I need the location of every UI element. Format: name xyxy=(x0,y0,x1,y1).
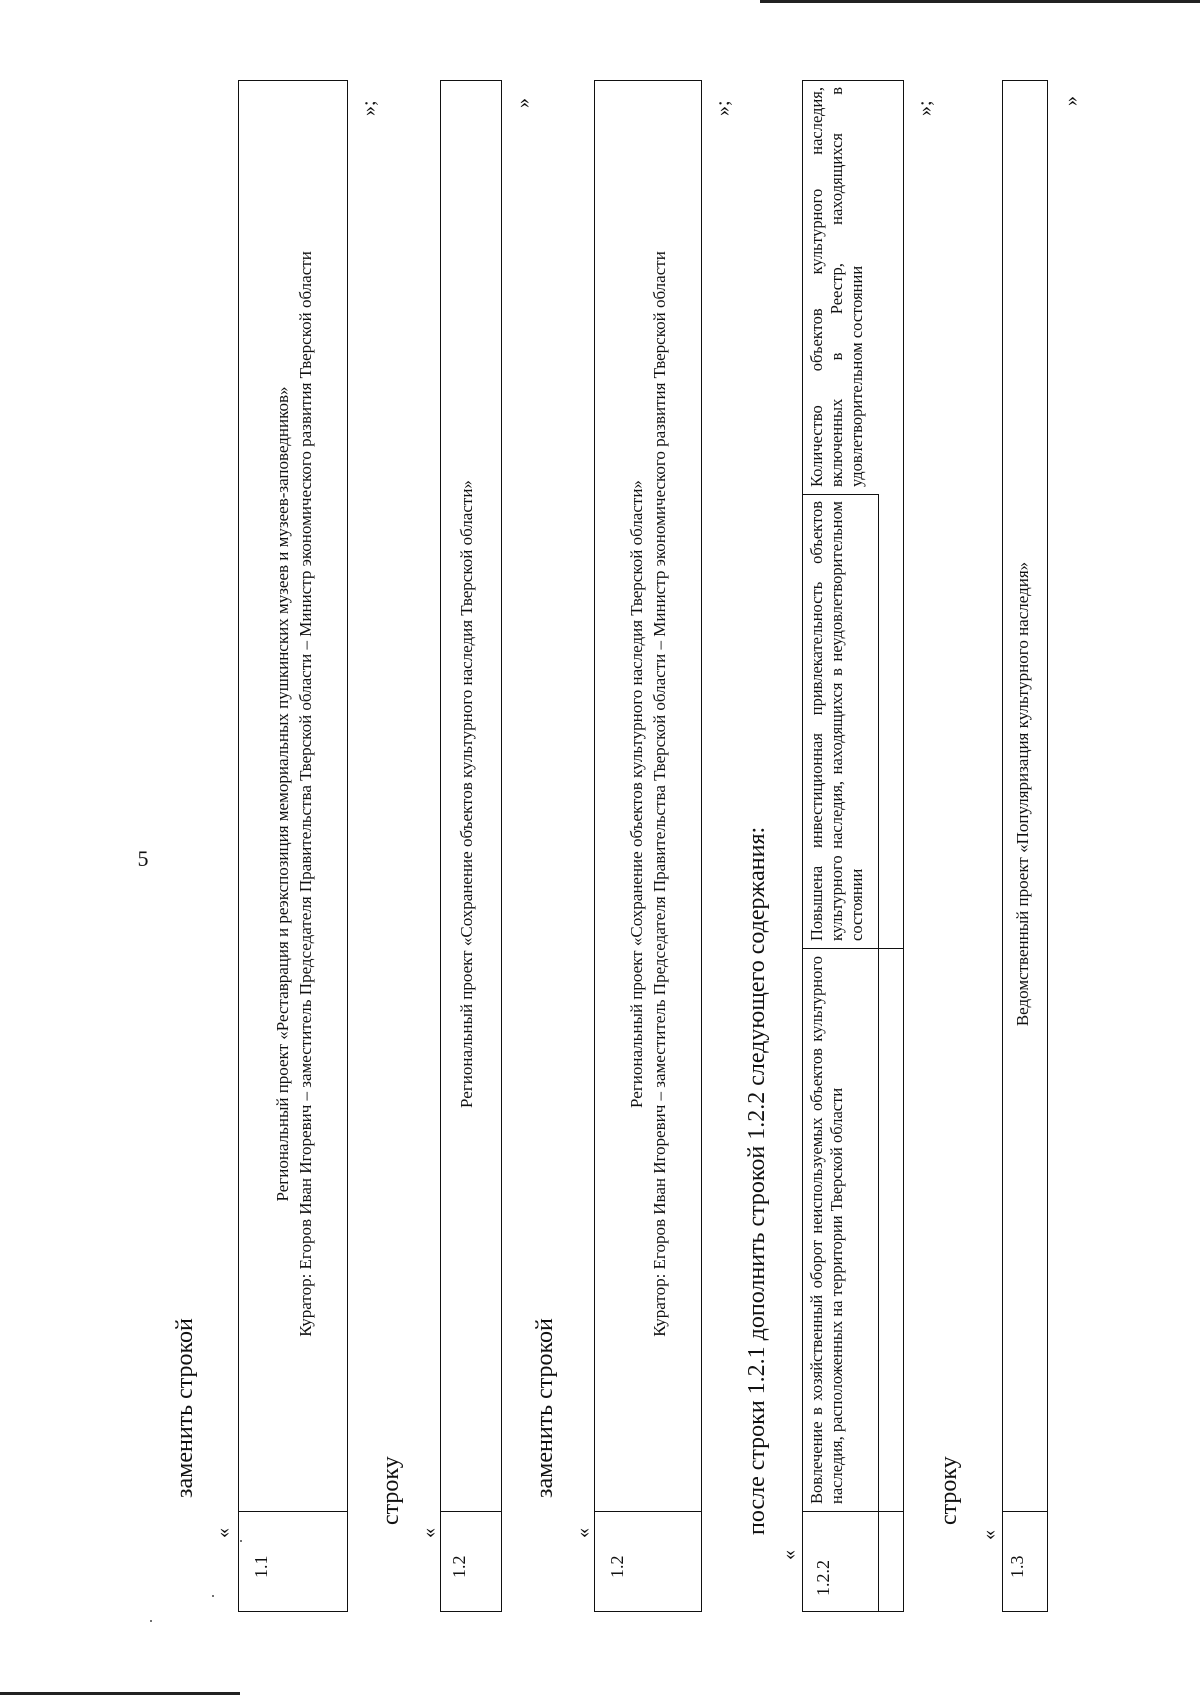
row-number: 1.2 xyxy=(607,1555,627,1578)
instruction-insert: после строки 1.2.1 дополнить строкой 1.2.2 следующего содержания: xyxy=(744,826,770,1535)
row-number: 1.2.2 xyxy=(813,1560,833,1596)
row-col3-text: Количество объектов культурного наследия, включенных в Реестр, находящихся в удовлетворительном состоянии xyxy=(807,87,866,487)
row-title: Региональный проект «Сохранение объектов культурного наследия Тверской области» xyxy=(457,480,476,1108)
row-title: Региональный проект «Реставрация и реэкспозиция мемориальных пушкинских музеев и музеев-заповедников» Куратор: Егоров Иван Игоревич – заместитель Председателя Правительства Тверской области – Министр экономического развития Тверской области xyxy=(273,251,315,1337)
open-quote: « xyxy=(212,1528,234,1538)
close-quote: » xyxy=(1060,96,1082,106)
row-col2-text: Повышена инвестиционная привлекательность объектов культурного наследия, находящихся в неудовлетворительном состоянии xyxy=(807,501,866,941)
open-quote: « xyxy=(978,1530,1000,1540)
instruction-row: строку xyxy=(378,1456,404,1525)
close-quote: »; xyxy=(358,100,380,116)
scan-speck xyxy=(150,1620,152,1622)
instruction-replace-2: заменить строкой xyxy=(532,1318,558,1498)
close-quote: »; xyxy=(712,100,734,116)
open-quote: « xyxy=(778,1550,800,1560)
row-number: 1.1 xyxy=(251,1555,271,1578)
table-row-1-2-new xyxy=(594,80,702,1612)
row-number: 1.2 xyxy=(449,1555,469,1578)
row-number: 1.3 xyxy=(1007,1555,1027,1578)
table-row-1-2-old xyxy=(440,80,502,1612)
table-row-1-2-2 xyxy=(802,80,904,1612)
row-title: Региональный проект «Сохранение объектов культурного наследия Тверской области» Куратор: Егоров Иван Игоревич – заместитель Председателя Правительства Тверской области – Министр экономического развития Тверской области xyxy=(627,251,669,1337)
row-col1-text: Вовлечение в хозяйственный оборот неиспользуемых объектов культурного наследия, расположенных на территории Тверской области xyxy=(807,956,846,1504)
table-row-1-3 xyxy=(1002,80,1048,1612)
open-quote: « xyxy=(418,1528,440,1538)
scan-edge-top xyxy=(760,0,1200,3)
page-number: 5 xyxy=(137,846,149,871)
close-quote: »; xyxy=(914,100,936,116)
table-row-1-1 xyxy=(238,80,348,1612)
open-quote: « xyxy=(572,1528,594,1538)
scan-speck xyxy=(212,1595,214,1597)
instruction-row: строку xyxy=(936,1456,962,1525)
close-quote: » xyxy=(512,98,534,108)
row-title: Ведомственный проект «Популяризация культурного наследия» xyxy=(1013,561,1032,1027)
instruction-replace-1: заменить строкой xyxy=(172,1318,198,1498)
